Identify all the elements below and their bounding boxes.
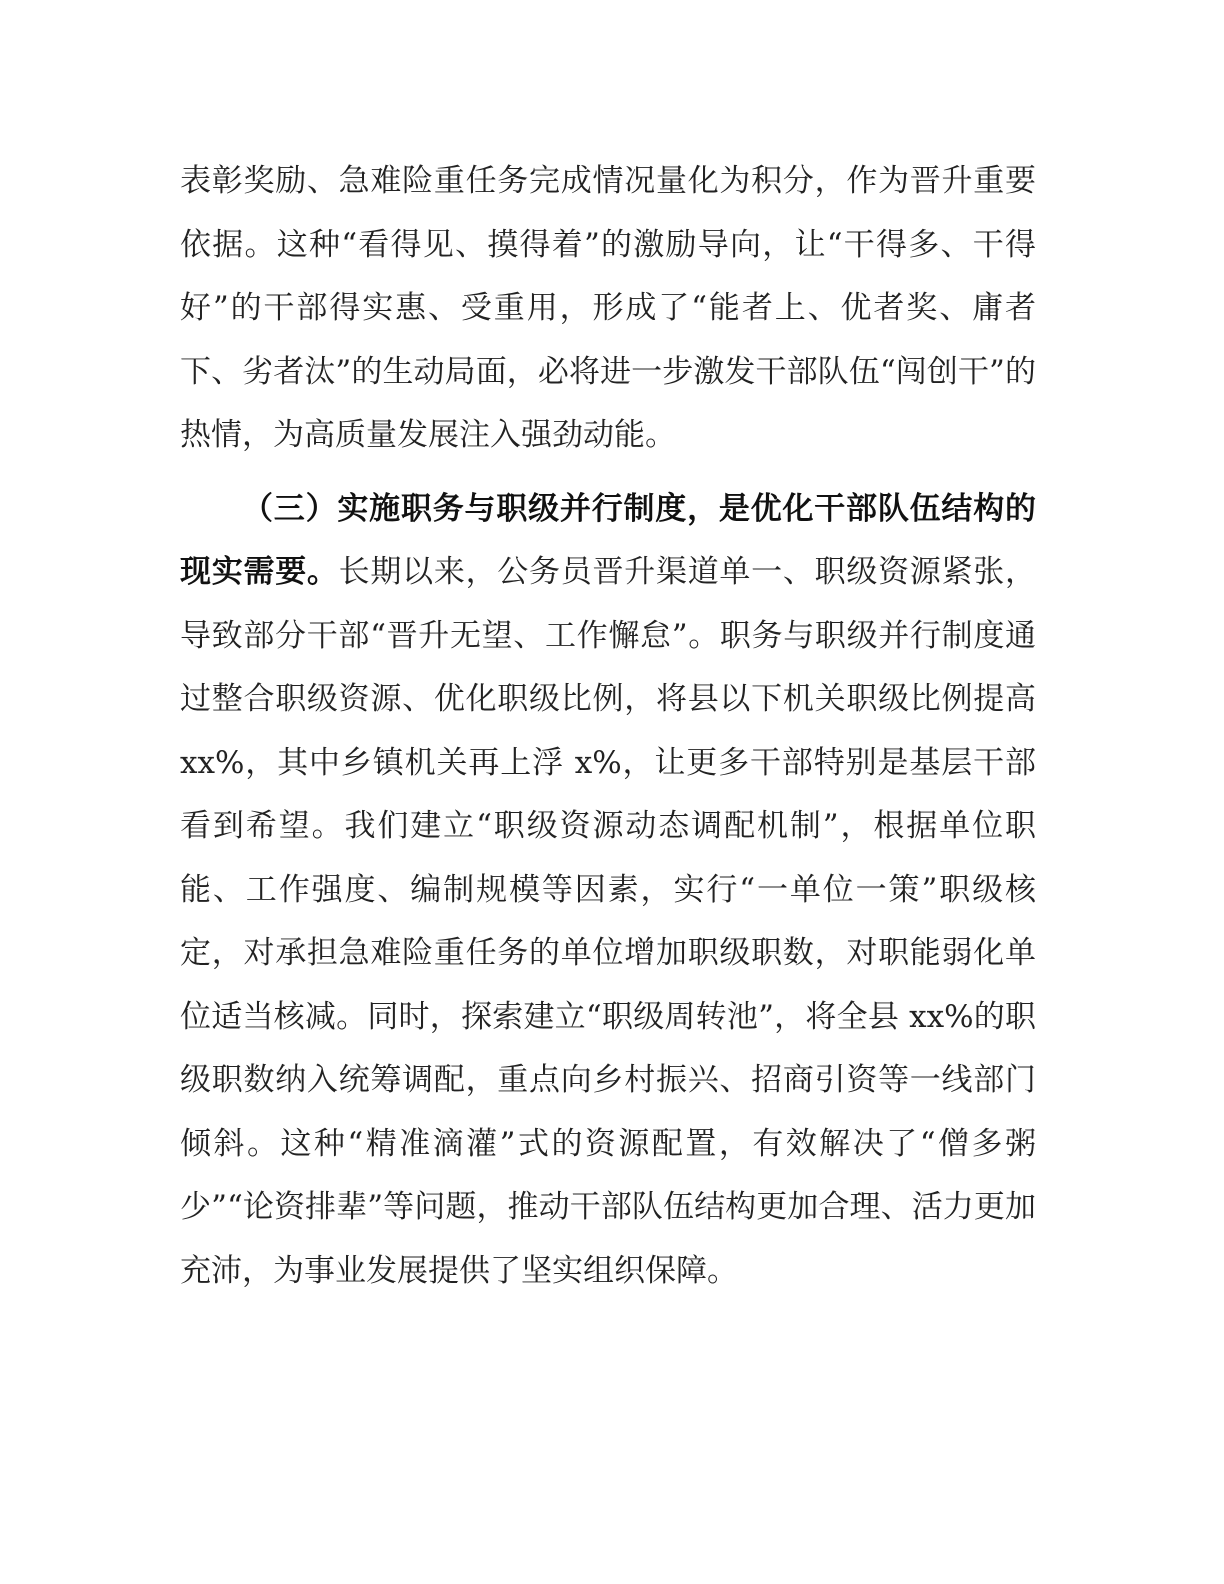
paragraph-text: 表彰奖励、急难险重任务完成情况量化为积分，作为晋升重要依据。这种“看得见、摸得着”的激励导向，让“干得多、干得好”的干部得实惠、受重用，形成了“能者上、优者奖、庸者下、劣者汰”的生动局面，必将进一步激发干部队伍“闯创干”的热情，为高质量发展注入强劲动能。 <box>180 163 1036 453</box>
section-heading: （三）实施职务与职级并行制度，是优化干部队伍结构的现实需要。 <box>180 490 1036 590</box>
paragraph-text: 长期以来，公务员晋升渠道单一、职级资源紧张，导致部分干部“晋升无望、工作懈怠”。职务与职级并行制度通过整合职级资源、优化职级比例，将县以下机关职级比例提高 xx%，其中乡镇机关再上浮 x%，让更多干部特别是基层干部看到希望。我们建立“职级资源动态调配机制”，根据单位职能、工作强度、编制规模等因素，实行“一单位一策”职级核定，对承担急难险重任务的单位增加职级职数，对职能弱化单位适当核减。同时，探索建立“职级周转池”，将全县 xx%的职级职数纳入统筹调配，重点向乡村振兴、招商引资等一线部门倾斜。这种“精准滴灌”式的资源配置，有效解决了“僧多粥少”“论资排辈”等问题，推动干部队伍结构更加合理、活力更加充沛，为事业发展提供了坚实组织保障。 <box>180 554 1037 1289</box>
document-page <box>180 150 1036 1313</box>
paragraph-continuation <box>180 150 1036 468</box>
paragraph-section-three <box>180 478 1036 1304</box>
